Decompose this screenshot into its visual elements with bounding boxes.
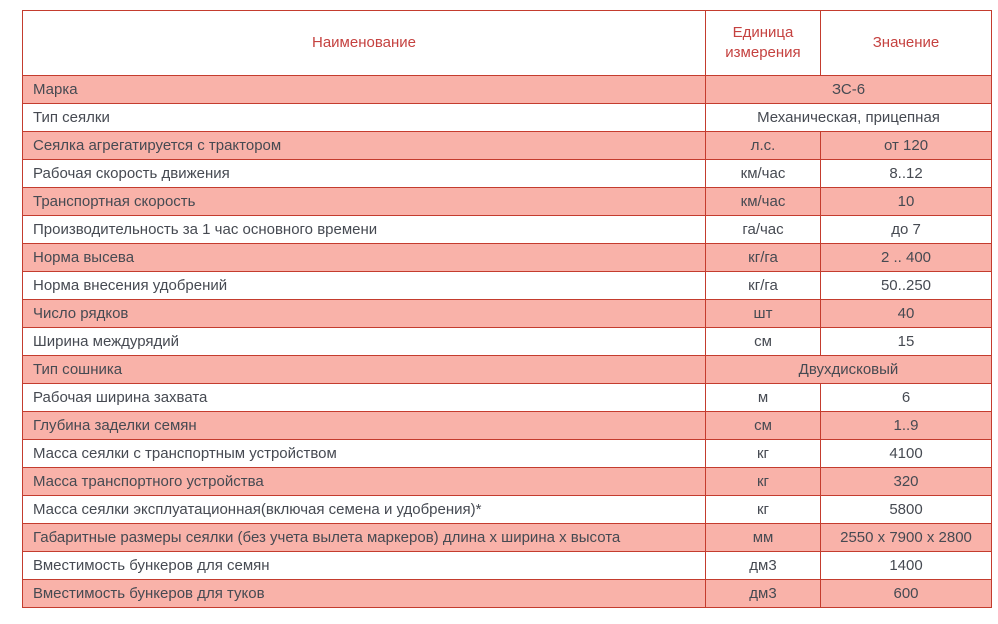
- param-value: от 120: [821, 132, 992, 160]
- param-name: Масса сеялки с транспортным устройством: [23, 440, 706, 468]
- param-value: Механическая, прицепная: [706, 104, 992, 132]
- param-value: 40: [821, 300, 992, 328]
- param-unit: км/час: [706, 160, 821, 188]
- param-value: 10: [821, 188, 992, 216]
- param-unit: кг: [706, 496, 821, 524]
- param-value: ЗС-6: [706, 76, 992, 104]
- param-name: Тип сеялки: [23, 104, 706, 132]
- table-row: [23, 132, 992, 160]
- param-value: 50..250: [821, 272, 992, 300]
- table-row: [23, 160, 992, 188]
- table-row: [23, 244, 992, 272]
- param-value: 6: [821, 384, 992, 412]
- param-value: 2 .. 400: [821, 244, 992, 272]
- table-row: [23, 300, 992, 328]
- param-name: Масса транспортного устройства: [23, 468, 706, 496]
- param-unit: см: [706, 412, 821, 440]
- param-name: Масса сеялки эксплуатационная(включая семена и удобрения)*: [23, 496, 706, 524]
- param-value: 1..9: [821, 412, 992, 440]
- param-name: Сеялка агрегатируется с трактором: [23, 132, 706, 160]
- param-name: Вместимость бункеров для семян: [23, 552, 706, 580]
- header-value: Значение: [821, 11, 992, 76]
- param-unit: кг/га: [706, 244, 821, 272]
- table-row: [23, 356, 992, 384]
- param-value: 15: [821, 328, 992, 356]
- param-unit: га/час: [706, 216, 821, 244]
- param-unit: кг/га: [706, 272, 821, 300]
- param-unit: кг: [706, 440, 821, 468]
- table-row: [23, 188, 992, 216]
- table-row: [23, 468, 992, 496]
- param-unit: мм: [706, 524, 821, 552]
- param-name: Вместимость бункеров для туков: [23, 580, 706, 608]
- param-unit: кг: [706, 468, 821, 496]
- param-unit: дм3: [706, 580, 821, 608]
- param-unit: дм3: [706, 552, 821, 580]
- header-row: [23, 11, 992, 76]
- param-name: Глубина заделки семян: [23, 412, 706, 440]
- table-row: [23, 524, 992, 552]
- param-unit: км/час: [706, 188, 821, 216]
- table-row: [23, 552, 992, 580]
- param-unit: м: [706, 384, 821, 412]
- table-row: [23, 328, 992, 356]
- param-value: 2550 х 7900 х 2800: [821, 524, 992, 552]
- param-unit: л.с.: [706, 132, 821, 160]
- param-name: Ширина междурядий: [23, 328, 706, 356]
- specifications-table: [22, 10, 992, 608]
- table-row: [23, 216, 992, 244]
- header-name: Наименование: [23, 11, 706, 76]
- param-value: 1400: [821, 552, 992, 580]
- param-name: Транспортная скорость: [23, 188, 706, 216]
- param-unit: см: [706, 328, 821, 356]
- param-value: 320: [821, 468, 992, 496]
- param-name: Норма высева: [23, 244, 706, 272]
- table-row: [23, 412, 992, 440]
- param-value: 600: [821, 580, 992, 608]
- table-row: [23, 384, 992, 412]
- param-name: Рабочая скорость движения: [23, 160, 706, 188]
- param-name: Габаритные размеры сеялки (без учета вылета маркеров) длина х ширина х высота: [23, 524, 706, 552]
- param-name: Тип сошника: [23, 356, 706, 384]
- table-row: [23, 496, 992, 524]
- param-unit: шт: [706, 300, 821, 328]
- param-name: Рабочая ширина захвата: [23, 384, 706, 412]
- table-row: [23, 272, 992, 300]
- param-value: до 7: [821, 216, 992, 244]
- param-value: 4100: [821, 440, 992, 468]
- param-name: Марка: [23, 76, 706, 104]
- header-unit: Единица измерения: [706, 11, 821, 76]
- table-row: [23, 580, 992, 608]
- table-row: [23, 76, 992, 104]
- param-name: Норма внесения удобрений: [23, 272, 706, 300]
- param-value: Двухдисковый: [706, 356, 992, 384]
- table-row: [23, 440, 992, 468]
- table-row: [23, 104, 992, 132]
- param-value: 5800: [821, 496, 992, 524]
- param-name: Производительность за 1 час основного времени: [23, 216, 706, 244]
- param-value: 8..12: [821, 160, 992, 188]
- param-name: Число рядков: [23, 300, 706, 328]
